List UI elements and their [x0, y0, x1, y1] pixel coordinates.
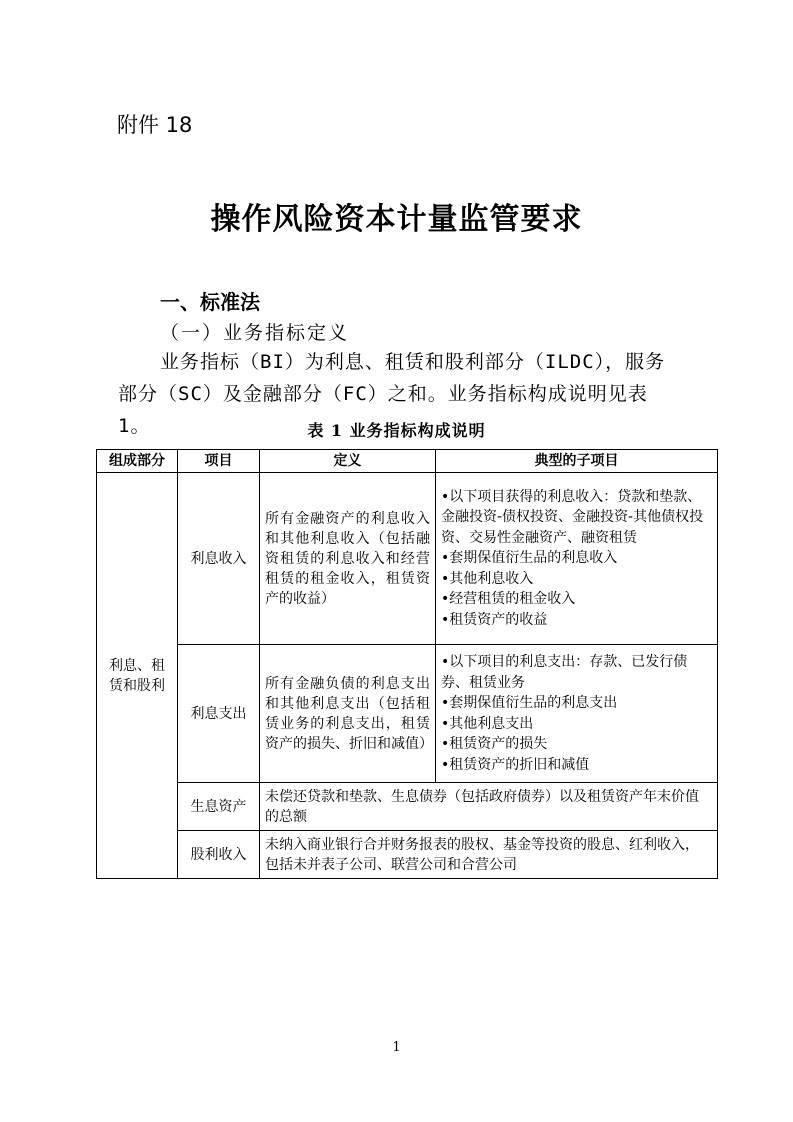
item-cell: 利息支出	[178, 645, 260, 783]
subsection-heading: （一）业务指标定义	[160, 322, 350, 344]
component-cell: 利息、租赁和股利	[97, 473, 178, 879]
table-row	[97, 831, 718, 879]
list-item: •租赁资产的收益	[441, 611, 548, 628]
indicator-table	[96, 449, 718, 879]
subitems-cell	[436, 645, 718, 783]
table-row	[97, 783, 718, 831]
subitems-cell	[436, 473, 718, 645]
table-caption: 表 1 业务指标构成说明	[307, 421, 486, 440]
list-item: •租赁资产的损失	[441, 736, 548, 752]
header-subitems: 典型的子项目	[436, 450, 718, 473]
table-row	[97, 645, 718, 783]
table-header-row	[97, 450, 718, 473]
attachment-label: 附件 18	[117, 113, 193, 137]
list-item: •套期保值衍生品的利息支出	[441, 695, 618, 711]
item-cell: 生息资产	[178, 783, 260, 831]
header-item: 项目	[178, 450, 260, 473]
merged-definition-cell: 未纳入商业银行合并财务报表的股权、基金等投资的股息、红利收入，包括未并表子公司、联营公司和合营公司	[260, 831, 718, 879]
item-cell: 股利收入	[178, 831, 260, 879]
list-item: •租赁资产的折旧和减值	[441, 756, 590, 773]
page-number: 1	[392, 1040, 401, 1055]
list-item: •其他利息收入	[441, 570, 534, 587]
list-item: •以下项目获得的利息收入：贷款和垫款、金融投资-债权投资、金融投资-其他债权投资、交易性金融资产、融资租赁	[441, 488, 704, 546]
item-cell: 利息收入	[178, 473, 260, 645]
list-item: •以下项目的利息支出：存款、已发行债券、租赁业务	[441, 654, 688, 691]
definition-cell: 所有金融负债的利息支出和其他利息支出（包括租赁业务的利息支出，租赁资产的损失、折旧和减值）	[260, 645, 436, 783]
list-item: •其他利息支出	[441, 715, 534, 732]
merged-definition-cell: 未偿还贷款和垫款、生息债券（包括政府债券）以及租赁资产年末价值的总额	[260, 783, 718, 831]
section-heading: 一、标准法	[160, 290, 260, 314]
header-component: 组成部分	[97, 450, 178, 473]
definition-cell: 所有金融资产的利息收入和其他利息收入（包括融资租赁的利息收入和经营租赁的租金收入，租赁资产的收益）	[260, 473, 436, 645]
table-row	[97, 473, 718, 645]
document-title: 操作风险资本计量监管要求	[210, 202, 583, 237]
list-item: •套期保值衍生品的利息收入	[441, 550, 618, 567]
list-item: •经营租赁的租金收入	[441, 591, 576, 608]
body-paragraph: 业务指标（BI）为利息、租赁和股利部分（ILDC），服务部分（SC）及金融部分（FC）之和。业务指标构成说明见表 1。	[118, 351, 666, 437]
header-definition: 定义	[260, 450, 436, 473]
